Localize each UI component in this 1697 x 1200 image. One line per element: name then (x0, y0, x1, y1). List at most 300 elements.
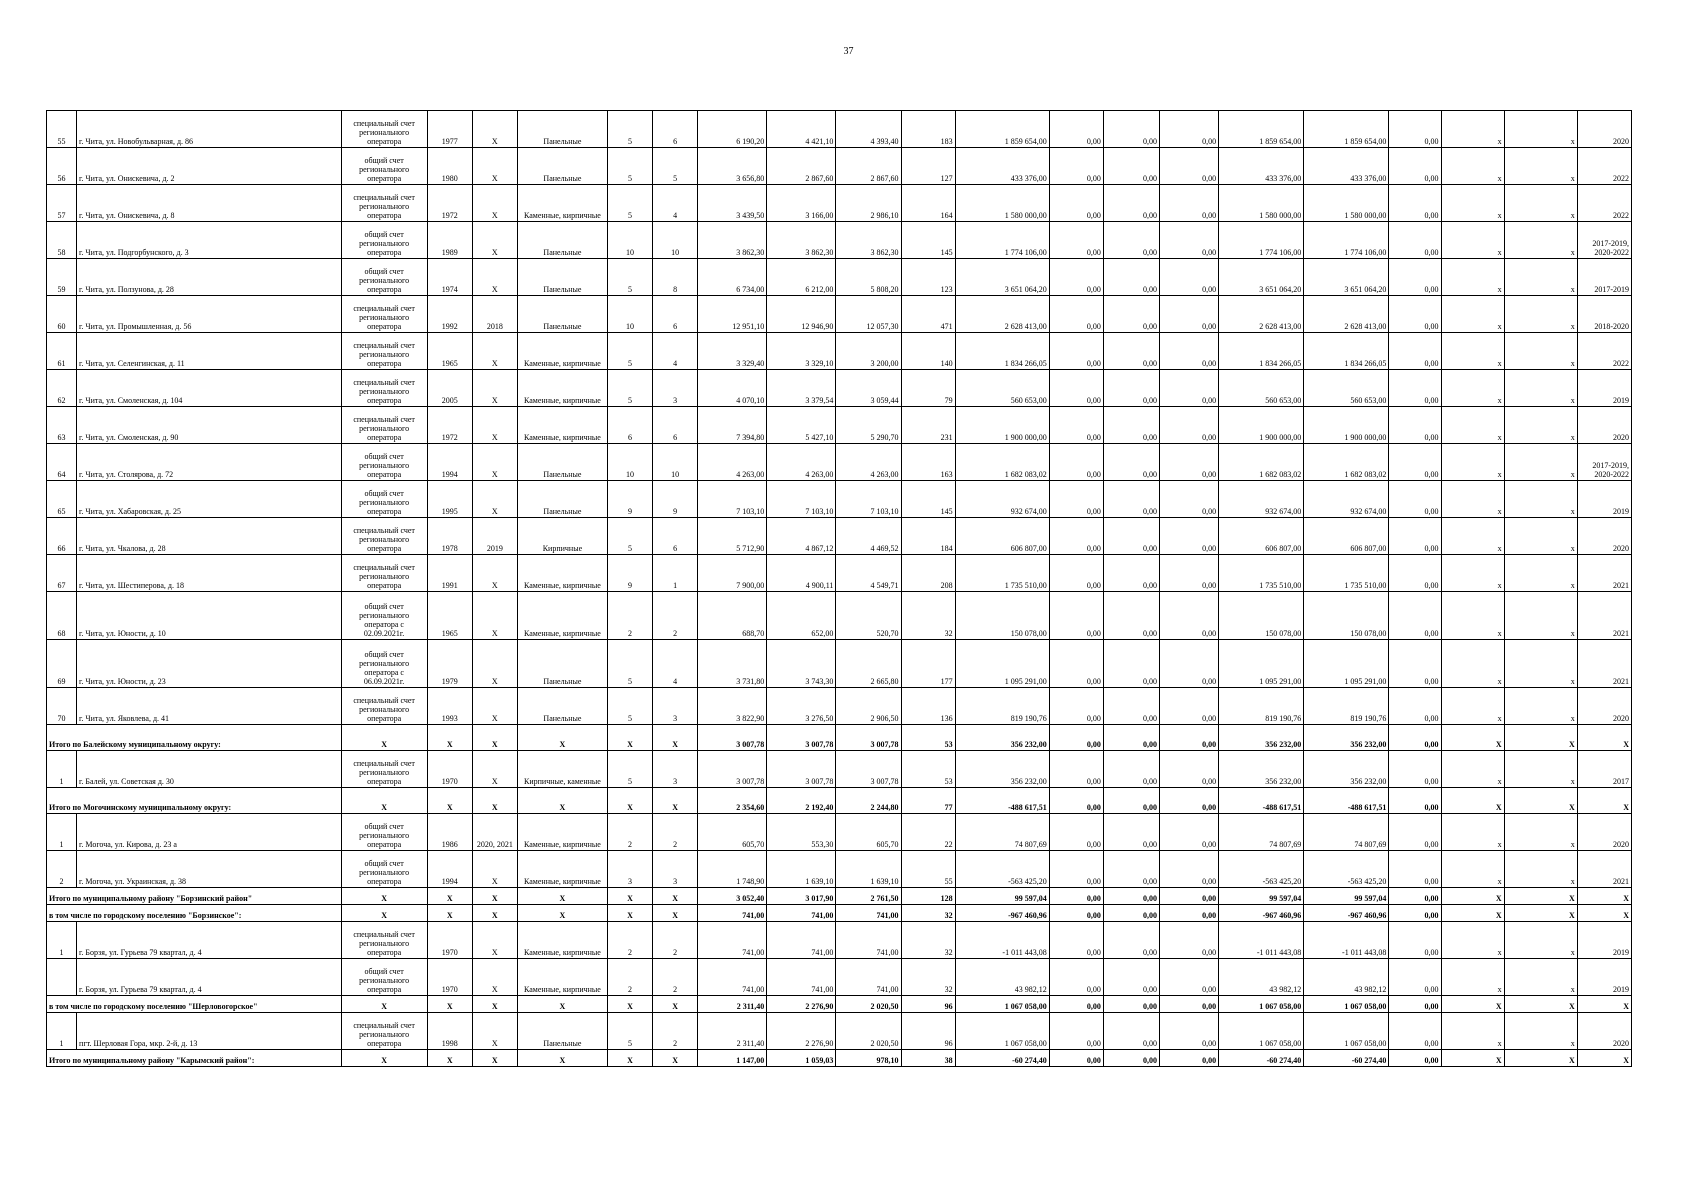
owners-funds-cell: 1 834 266,05 (1219, 333, 1304, 370)
owners-funds-2-cell: 99 597,04 (1304, 888, 1389, 905)
unit-cost-cell: х (1441, 959, 1504, 996)
local-funds-cell: 0,00 (1159, 1013, 1218, 1050)
other-funds-cell: 0,00 (1389, 296, 1441, 333)
repair-year-cell: Х (472, 481, 517, 518)
other-funds-cell: 0,00 (1389, 888, 1441, 905)
residential-area-cell: 2 906,50 (836, 688, 901, 725)
floors-cell: 5 (608, 640, 653, 688)
owners-funds-2-cell: 606 807,00 (1304, 518, 1389, 555)
entrances-cell: 2 (653, 1013, 698, 1050)
owners-funds-cell: 1 682 083,02 (1219, 444, 1304, 481)
local-funds-cell: 0,00 (1159, 814, 1218, 851)
unit-cost-cell: х (1441, 640, 1504, 688)
address-cell: г. Балей, ул. Советская д. 30 (77, 751, 342, 788)
premises-area-cell: 12 946,90 (767, 296, 836, 333)
repair-year-cell: Х (472, 370, 517, 407)
other-funds-cell: 0,00 (1389, 1050, 1441, 1067)
repair-year-cell: Х (472, 1050, 517, 1067)
floors-cell: 2 (608, 922, 653, 959)
total-area-cell: 3 656,80 (698, 148, 767, 185)
account-type-cell: Х (341, 996, 427, 1013)
other-funds-cell: 0,00 (1389, 640, 1441, 688)
floors-cell: 6 (608, 407, 653, 444)
floors-cell: Х (608, 725, 653, 751)
table-row (47, 296, 1632, 333)
owners-funds-2-cell: 1 682 083,02 (1304, 444, 1389, 481)
table-row (47, 518, 1632, 555)
owners-funds-cell: 2 628 413,00 (1219, 296, 1304, 333)
floors-cell: Х (608, 1050, 653, 1067)
federal-funds-cell: 0,00 (1049, 688, 1103, 725)
total-cost-cell: 1 095 291,00 (955, 640, 1049, 688)
total-cost-cell: 43 982,12 (955, 959, 1049, 996)
residents-cell: 32 (901, 905, 955, 922)
row-number-cell: 63 (47, 407, 77, 444)
planned-period-cell: 2017-2019, 2020-2022 (1577, 444, 1631, 481)
wall-material-cell: Каменные, кирпичные (517, 592, 607, 640)
premises-area-cell: 1 059,03 (767, 1050, 836, 1067)
subtotal-label: в том числе по городскому поселению "Борзинское": (47, 905, 342, 922)
table-row (47, 959, 1632, 996)
owners-funds-2-cell: 1 900 000,00 (1304, 407, 1389, 444)
max-unit-cost-cell: Х (1504, 888, 1577, 905)
owners-funds-2-cell: 43 982,12 (1304, 959, 1389, 996)
repair-year-cell: Х (472, 959, 517, 996)
wall-material-cell: Х (517, 788, 607, 814)
residential-area-cell: 5 290,70 (836, 407, 901, 444)
federal-funds-cell: 0,00 (1049, 725, 1103, 751)
local-funds-cell: 0,00 (1159, 788, 1218, 814)
local-funds-cell: 0,00 (1159, 725, 1218, 751)
repair-year-cell: Х (472, 185, 517, 222)
owners-funds-cell: 819 190,76 (1219, 688, 1304, 725)
local-funds-cell: 0,00 (1159, 640, 1218, 688)
premises-area-cell: 2 192,40 (767, 788, 836, 814)
owners-funds-cell: 150 078,00 (1219, 592, 1304, 640)
entrances-cell: 3 (653, 688, 698, 725)
local-funds-cell: 0,00 (1159, 905, 1218, 922)
regional-funds-cell: 0,00 (1103, 222, 1159, 259)
local-funds-cell: 0,00 (1159, 518, 1218, 555)
total-cost-cell: 1 682 083,02 (955, 444, 1049, 481)
planned-period-cell: 2017 (1577, 751, 1631, 788)
table-row (47, 333, 1632, 370)
floors-cell: 5 (608, 111, 653, 148)
wall-material-cell: Панельные (517, 111, 607, 148)
account-type-cell: специальный счет регионального оператора (341, 185, 427, 222)
residential-area-cell: 4 469,52 (836, 518, 901, 555)
total-cost-cell: 99 597,04 (955, 888, 1049, 905)
regional-funds-cell: 0,00 (1103, 640, 1159, 688)
regional-funds-cell: 0,00 (1103, 148, 1159, 185)
entrances-cell: Х (653, 996, 698, 1013)
build-year-cell: 1986 (427, 814, 472, 851)
federal-funds-cell: 0,00 (1049, 444, 1103, 481)
entrances-cell: 2 (653, 592, 698, 640)
local-funds-cell: 0,00 (1159, 1050, 1218, 1067)
address-cell: г. Чита, ул. Промышленная, д. 56 (77, 296, 342, 333)
other-funds-cell: 0,00 (1389, 444, 1441, 481)
regional-funds-cell: 0,00 (1103, 996, 1159, 1013)
wall-material-cell: Панельные (517, 481, 607, 518)
repair-year-cell: Х (472, 888, 517, 905)
owners-funds-2-cell: -967 460,96 (1304, 905, 1389, 922)
local-funds-cell: 0,00 (1159, 555, 1218, 592)
residents-cell: 145 (901, 481, 955, 518)
owners-funds-cell: 1 735 510,00 (1219, 555, 1304, 592)
federal-funds-cell: 0,00 (1049, 905, 1103, 922)
build-year-cell: 1977 (427, 111, 472, 148)
max-unit-cost-cell: х (1504, 185, 1577, 222)
residents-cell: 22 (901, 814, 955, 851)
wall-material-cell: Каменные, кирпичные (517, 959, 607, 996)
federal-funds-cell: 0,00 (1049, 148, 1103, 185)
max-unit-cost-cell: х (1504, 481, 1577, 518)
row-number-cell: 62 (47, 370, 77, 407)
floors-cell: 10 (608, 444, 653, 481)
total-area-cell: 3 439,50 (698, 185, 767, 222)
max-unit-cost-cell: х (1504, 814, 1577, 851)
regional-funds-cell: 0,00 (1103, 905, 1159, 922)
address-cell: г. Чита, ул. Онискевича, д. 2 (77, 148, 342, 185)
floors-cell: 9 (608, 555, 653, 592)
planned-period-cell: 2019 (1577, 959, 1631, 996)
premises-area-cell: 6 212,00 (767, 259, 836, 296)
regional-funds-cell: 0,00 (1103, 814, 1159, 851)
owners-funds-cell: 1 774 106,00 (1219, 222, 1304, 259)
regional-funds-cell: 0,00 (1103, 851, 1159, 888)
residential-area-cell: 2 761,50 (836, 888, 901, 905)
max-unit-cost-cell: х (1504, 148, 1577, 185)
repair-year-cell: 2018 (472, 296, 517, 333)
address-cell: г. Чита, ул. Ползунова, д. 28 (77, 259, 342, 296)
build-year-cell: 1994 (427, 851, 472, 888)
build-year-cell: 1995 (427, 481, 472, 518)
federal-funds-cell: 0,00 (1049, 959, 1103, 996)
wall-material-cell: Каменные, кирпичные (517, 185, 607, 222)
owners-funds-2-cell: 560 653,00 (1304, 370, 1389, 407)
owners-funds-cell: -563 425,20 (1219, 851, 1304, 888)
max-unit-cost-cell: х (1504, 259, 1577, 296)
premises-area-cell: 741,00 (767, 922, 836, 959)
floors-cell: 2 (608, 592, 653, 640)
owners-funds-2-cell: 3 651 064,20 (1304, 259, 1389, 296)
residential-area-cell: 2 020,50 (836, 1013, 901, 1050)
address-cell: г. Чита, ул. Онискевича, д. 8 (77, 185, 342, 222)
residential-area-cell: 5 808,20 (836, 259, 901, 296)
residents-cell: 208 (901, 555, 955, 592)
unit-cost-cell: х (1441, 751, 1504, 788)
max-unit-cost-cell: х (1504, 959, 1577, 996)
total-area-cell: 6 734,00 (698, 259, 767, 296)
residents-cell: 183 (901, 111, 955, 148)
wall-material-cell: Каменные, кирпичные (517, 555, 607, 592)
account-type-cell: Х (341, 1050, 427, 1067)
page-number: 37 (843, 46, 854, 57)
account-type-cell: Х (341, 788, 427, 814)
federal-funds-cell: 0,00 (1049, 592, 1103, 640)
total-area-cell: 4 263,00 (698, 444, 767, 481)
planned-period-cell: 2020 (1577, 111, 1631, 148)
account-type-cell: общий счет регионального оператора (341, 259, 427, 296)
account-type-cell: специальный счет регионального оператора (341, 370, 427, 407)
entrances-cell: 4 (653, 640, 698, 688)
build-year-cell: Х (427, 725, 472, 751)
owners-funds-cell: 99 597,04 (1219, 888, 1304, 905)
federal-funds-cell: 0,00 (1049, 370, 1103, 407)
max-unit-cost-cell: х (1504, 111, 1577, 148)
owners-funds-2-cell: 433 376,00 (1304, 148, 1389, 185)
planned-period-cell: 2018-2020 (1577, 296, 1631, 333)
entrances-cell: 6 (653, 296, 698, 333)
regional-funds-cell: 0,00 (1103, 481, 1159, 518)
planned-period-cell: 2021 (1577, 592, 1631, 640)
other-funds-cell: 0,00 (1389, 259, 1441, 296)
subtotal-label: Итого по Могочинскому муниципальному округу: (47, 788, 342, 814)
address-cell: г. Чита, ул. Смоленская, д. 90 (77, 407, 342, 444)
owners-funds-cell: 932 674,00 (1219, 481, 1304, 518)
residential-area-cell: 1 639,10 (836, 851, 901, 888)
owners-funds-cell: 1 067 058,00 (1219, 1013, 1304, 1050)
planned-period-cell: Х (1577, 905, 1631, 922)
local-funds-cell: 0,00 (1159, 333, 1218, 370)
residential-area-cell: 605,70 (836, 814, 901, 851)
residential-area-cell: 978,10 (836, 1050, 901, 1067)
regional-funds-cell: 0,00 (1103, 788, 1159, 814)
address-cell: г. Чита, ул. Шестиперова, д. 18 (77, 555, 342, 592)
residential-area-cell: 4 549,71 (836, 555, 901, 592)
unit-cost-cell: х (1441, 481, 1504, 518)
other-funds-cell: 0,00 (1389, 959, 1441, 996)
residential-area-cell: 741,00 (836, 905, 901, 922)
table-row (47, 481, 1632, 518)
total-area-cell: 605,70 (698, 814, 767, 851)
total-area-cell: 3 822,90 (698, 688, 767, 725)
other-funds-cell: 0,00 (1389, 592, 1441, 640)
account-type-cell: Х (341, 905, 427, 922)
row-number-cell: 60 (47, 296, 77, 333)
build-year-cell: 1970 (427, 751, 472, 788)
planned-period-cell: 2022 (1577, 185, 1631, 222)
regional-funds-cell: 0,00 (1103, 407, 1159, 444)
total-area-cell: 741,00 (698, 905, 767, 922)
entrances-cell: 2 (653, 922, 698, 959)
federal-funds-cell: 0,00 (1049, 481, 1103, 518)
account-type-cell: общий счет регионального оператора (341, 814, 427, 851)
other-funds-cell: 0,00 (1389, 725, 1441, 751)
max-unit-cost-cell: х (1504, 640, 1577, 688)
owners-funds-cell: 1 859 654,00 (1219, 111, 1304, 148)
account-type-cell: специальный счет регионального оператора (341, 1013, 427, 1050)
owners-funds-cell: 606 807,00 (1219, 518, 1304, 555)
total-cost-cell: 1 735 510,00 (955, 555, 1049, 592)
federal-funds-cell: 0,00 (1049, 1013, 1103, 1050)
other-funds-cell: 0,00 (1389, 688, 1441, 725)
total-area-cell: 4 070,10 (698, 370, 767, 407)
residents-cell: 128 (901, 888, 955, 905)
owners-funds-2-cell: 356 232,00 (1304, 725, 1389, 751)
repair-year-cell: Х (472, 222, 517, 259)
total-area-cell: 3 862,30 (698, 222, 767, 259)
federal-funds-cell: 0,00 (1049, 922, 1103, 959)
total-area-cell: 2 311,40 (698, 1013, 767, 1050)
unit-cost-cell: х (1441, 185, 1504, 222)
repair-year-cell: Х (472, 407, 517, 444)
entrances-cell: 4 (653, 333, 698, 370)
federal-funds-cell: 0,00 (1049, 296, 1103, 333)
other-funds-cell: 0,00 (1389, 222, 1441, 259)
build-year-cell: 1972 (427, 185, 472, 222)
local-funds-cell: 0,00 (1159, 688, 1218, 725)
planned-period-cell: 2020 (1577, 688, 1631, 725)
other-funds-cell: 0,00 (1389, 185, 1441, 222)
other-funds-cell: 0,00 (1389, 111, 1441, 148)
build-year-cell: Х (427, 788, 472, 814)
residents-cell: 32 (901, 959, 955, 996)
premises-area-cell: 4 263,00 (767, 444, 836, 481)
federal-funds-cell: 0,00 (1049, 851, 1103, 888)
row-number-cell: 58 (47, 222, 77, 259)
total-cost-cell: 1 900 000,00 (955, 407, 1049, 444)
total-cost-cell: 1 774 106,00 (955, 222, 1049, 259)
total-cost-cell: 1 834 266,05 (955, 333, 1049, 370)
regional-funds-cell: 0,00 (1103, 370, 1159, 407)
table-row (47, 555, 1632, 592)
address-cell: г. Чита, ул. Столярова, д. 72 (77, 444, 342, 481)
regional-funds-cell: 0,00 (1103, 555, 1159, 592)
regional-funds-cell: 0,00 (1103, 688, 1159, 725)
federal-funds-cell: 0,00 (1049, 259, 1103, 296)
build-year-cell: 1979 (427, 640, 472, 688)
subtotal-label: Итого по муниципальному району "Борзинский район" (47, 888, 342, 905)
regional-funds-cell: 0,00 (1103, 922, 1159, 959)
row-number-cell: 2 (47, 851, 77, 888)
entrances-cell: 6 (653, 407, 698, 444)
unit-cost-cell: х (1441, 148, 1504, 185)
planned-period-cell: 2022 (1577, 333, 1631, 370)
max-unit-cost-cell: х (1504, 922, 1577, 959)
table-row (47, 259, 1632, 296)
unit-cost-cell: Х (1441, 996, 1504, 1013)
build-year-cell: 1970 (427, 922, 472, 959)
planned-period-cell: 2022 (1577, 148, 1631, 185)
repair-year-cell: Х (472, 688, 517, 725)
premises-area-cell: 3 743,30 (767, 640, 836, 688)
other-funds-cell: 0,00 (1389, 370, 1441, 407)
owners-funds-2-cell: 356 232,00 (1304, 751, 1389, 788)
regional-funds-cell: 0,00 (1103, 111, 1159, 148)
owners-funds-2-cell: 819 190,76 (1304, 688, 1389, 725)
account-type-cell: общий счет регионального оператора (341, 959, 427, 996)
max-unit-cost-cell: х (1504, 555, 1577, 592)
row-number-cell: 68 (47, 592, 77, 640)
total-area-cell: 741,00 (698, 922, 767, 959)
owners-funds-2-cell: 1 580 000,00 (1304, 185, 1389, 222)
local-funds-cell: 0,00 (1159, 259, 1218, 296)
owners-funds-cell: 433 376,00 (1219, 148, 1304, 185)
table-row (47, 148, 1632, 185)
wall-material-cell: Панельные (517, 296, 607, 333)
account-type-cell: общий счет регионального оператора с 02.09.2021г. (341, 592, 427, 640)
build-year-cell: 1972 (427, 407, 472, 444)
regional-funds-cell: 0,00 (1103, 1050, 1159, 1067)
residents-cell: 163 (901, 444, 955, 481)
residents-cell: 136 (901, 688, 955, 725)
account-type-cell: общий счет регионального оператора (341, 444, 427, 481)
federal-funds-cell: 0,00 (1049, 888, 1103, 905)
build-year-cell: 1980 (427, 148, 472, 185)
max-unit-cost-cell: х (1504, 592, 1577, 640)
floors-cell: Х (608, 788, 653, 814)
floors-cell: 2 (608, 959, 653, 996)
total-area-cell: 5 712,90 (698, 518, 767, 555)
repair-year-cell: Х (472, 1013, 517, 1050)
residents-cell: 32 (901, 922, 955, 959)
planned-period-cell: 2021 (1577, 851, 1631, 888)
residents-cell: 471 (901, 296, 955, 333)
federal-funds-cell: 0,00 (1049, 222, 1103, 259)
repair-year-cell: Х (472, 996, 517, 1013)
other-funds-cell: 0,00 (1389, 851, 1441, 888)
address-cell: г. Чита, ул. Смоленская, д. 104 (77, 370, 342, 407)
planned-period-cell: 2020 (1577, 518, 1631, 555)
build-year-cell: 1991 (427, 555, 472, 592)
row-number-cell: 55 (47, 111, 77, 148)
total-cost-cell: 606 807,00 (955, 518, 1049, 555)
planned-period-cell: Х (1577, 1050, 1631, 1067)
unit-cost-cell: Х (1441, 1050, 1504, 1067)
unit-cost-cell: Х (1441, 788, 1504, 814)
residents-cell: 96 (901, 1013, 955, 1050)
max-unit-cost-cell: Х (1504, 725, 1577, 751)
total-cost-cell: 2 628 413,00 (955, 296, 1049, 333)
entrances-cell: 9 (653, 481, 698, 518)
owners-funds-cell: -60 274,40 (1219, 1050, 1304, 1067)
build-year-cell: 1998 (427, 1013, 472, 1050)
residents-cell: 55 (901, 851, 955, 888)
wall-material-cell: Каменные, кирпичные (517, 370, 607, 407)
total-cost-cell: 356 232,00 (955, 751, 1049, 788)
planned-period-cell: 2020 (1577, 407, 1631, 444)
address-cell: пгт. Шерловая Гора, мкр. 2-й, д. 13 (77, 1013, 342, 1050)
premises-area-cell: 741,00 (767, 959, 836, 996)
residents-cell: 53 (901, 725, 955, 751)
wall-material-cell: Каменные, кирпичные (517, 333, 607, 370)
other-funds-cell: 0,00 (1389, 905, 1441, 922)
owners-funds-cell: -1 011 443,08 (1219, 922, 1304, 959)
regional-funds-cell: 0,00 (1103, 725, 1159, 751)
premises-area-cell: 741,00 (767, 905, 836, 922)
local-funds-cell: 0,00 (1159, 592, 1218, 640)
wall-material-cell: Каменные, кирпичные (517, 814, 607, 851)
repair-year-cell: 2019 (472, 518, 517, 555)
other-funds-cell: 0,00 (1389, 407, 1441, 444)
entrances-cell: 2 (653, 814, 698, 851)
total-cost-cell: 1 859 654,00 (955, 111, 1049, 148)
local-funds-cell: 0,00 (1159, 370, 1218, 407)
planned-period-cell: Х (1577, 725, 1631, 751)
residential-area-cell: 2 244,80 (836, 788, 901, 814)
local-funds-cell: 0,00 (1159, 922, 1218, 959)
total-cost-cell: 819 190,76 (955, 688, 1049, 725)
regional-funds-cell: 0,00 (1103, 518, 1159, 555)
federal-funds-cell: 0,00 (1049, 996, 1103, 1013)
floors-cell: 2 (608, 814, 653, 851)
federal-funds-cell: 0,00 (1049, 111, 1103, 148)
owners-funds-cell: 356 232,00 (1219, 751, 1304, 788)
federal-funds-cell: 0,00 (1049, 555, 1103, 592)
entrances-cell: 3 (653, 751, 698, 788)
